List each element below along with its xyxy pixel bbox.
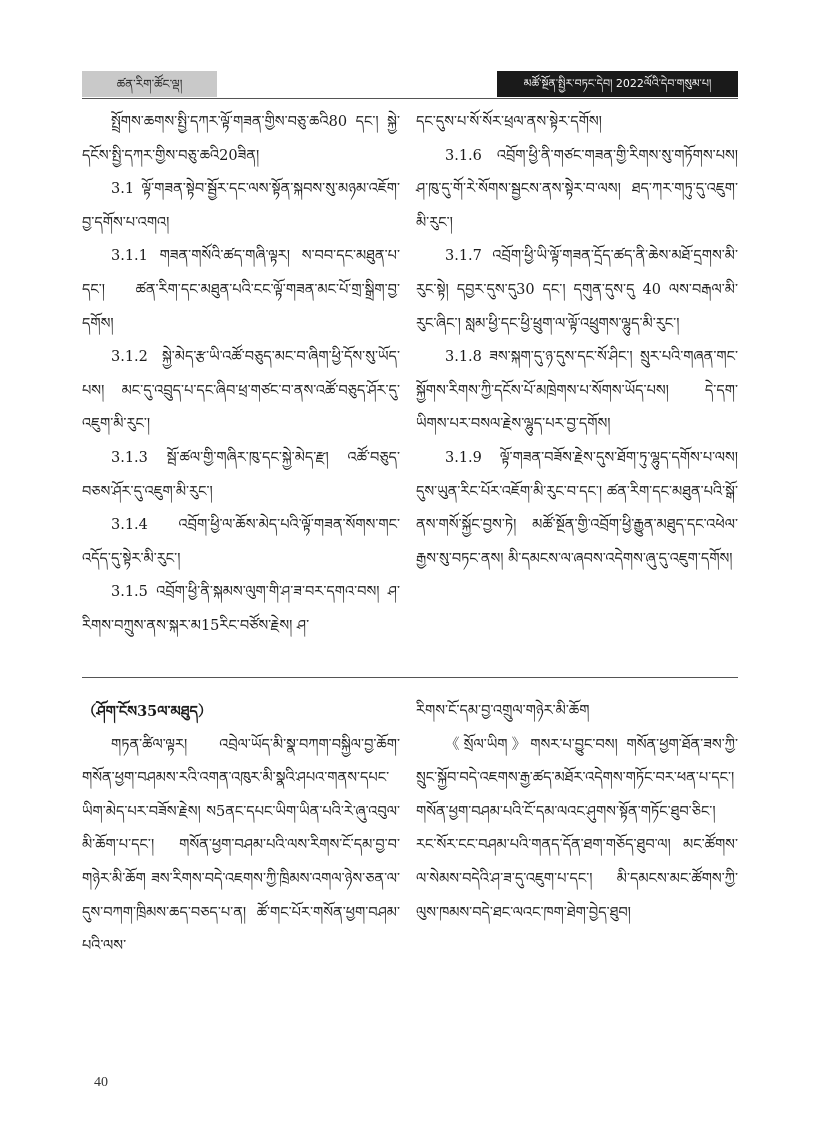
- paragraph: 3.1.7 འབྲོག་ཕྱི་ཡི་ལྟོ་གཟན་དྲོད་ཚད་ནི་ཆེས་མཐོ་དྲགས་མི་རུང་སྟེ། དབྱར་དུས་དུ30 དང་། དགུན་དུས་དུ 40 ལས་བརྒལ་མི་རུང་ཞིང་། སླམ་ཕྱི་དང་ཕྱི་ཕྲུག་ལ་ལྟོ་འཕྲུགས་ལྷུད་མི་རུང་།: [416, 248, 738, 332]
- paragraph: 3.1.1 གཟན་གསོའི་ཚད་གཞི་ལྟར། ས་བབ་དང་མཐུན་པ་དང་། ཚན་རིག་དང་མཐུན་པའི་ངང་ལྟོ་གཟན་མང་པོ་གྲ་སྒྲིག་བྱ་དགོས།: [82, 248, 400, 332]
- paragraph: སྤྲོགས་ཆགས་སྤྱི་དཀར་ལྟོ་གཟན་གྱིས་བཅུ་ཆའི80 དང་། སྐྱེ་དངོས་སྤྱི་དཀར་གྱིས་བཅུ་ཆའི20ཟིན།: [82, 114, 400, 164]
- article-column-right: [416, 106, 738, 576]
- journal-title-banner: མཚོ་སྔོན་སྤྱིར་བཏང་དེབ། 2022ལོའི་དེབ་གསུམ་པ།: [497, 71, 738, 97]
- page-number: 40: [94, 1075, 108, 1090]
- paragraph: 3.1.9 ལྟོ་གཟན་བཟོས་རྗེས་དུས་ཐོག་ཏུ་ལྷུད་དགོས་པ་ལས། དུས་ཡུན་རིང་པོར་འཇོག་མི་རུང་བ་དང་། ཚན་རིག་དང་མཐུན་པའི་སྒོ་ནས་གསོ་སྐྱོང་བྱས་ཏེ། མཚོ་སྔོན་གྱི་འབྲོག་ཕྱི་རྒྱུན་མཐུད་དང་འཕེལ་རྒྱས་སུ་བཏང་ནས། མི་དམངས་ལ་ཞབས་འདེགས་ཞུ་དུ་འཇུག་དགོས།: [416, 449, 738, 567]
- paragraph: 3.1.8 ཟས་སྐག་དུ་ཉ་དུས་དང་སོ་ཤིང་། སྲུར་པའི་གཞན་གང་སྐྱོགས་རིགས་ཀྱི་དངོས་པོ་མཁྲེགས་པ་སོགས་ཡོད་པས། དེ་དག་ཡིགས་པར་བསལ་རྗེས་ལྷུད་པར་བྱ་དགོས།: [416, 349, 738, 433]
- paragraph: རིགས་ངོ་དམ་བྱ་འགྲུལ་གཉེར་མི་ཆོག: [416, 703, 590, 719]
- continued-title: （ཤོག་ངོས35ལ་མཐུད）: [82, 703, 213, 720]
- paragraph: གཏན་ཚིལ་ལྟར། འབྲེལ་ཡོད་མི་སྣ་བཀག་བསྐྱིལ་བྱ་ཆོག་གསོན་ཕྱག་བཤམས་རའི་འགན་འཁུར་མི་སྣའི་ཤཔའ་གནས་དཔང་ཡིག་མེད་པར་བཟོས་རྗེས། ས5ནང་དཔང་ཡིག་ཡིན་པའི་རེ་ཞུ་འབུལ་མི་ཆོག་པ་དང་། གསོན་ཕྱག་བཤམ་པའི་ལས་རིགས་ངོ་དམ་བྱ་བ་གཉེར་མི་ཆོག ཟས་རིགས་བདེ་འཇགས་ཀྱི་ཁྲིམས་འགལ་ཉེས་ཅན་ལ་དུས་བཀག་ཁྲིམས་ཆད་བཅད་པ་ན། ཚོ་གང་པོར་གསོན་ཕྱག་བཤམ་པའི་ལས་: [82, 736, 400, 955]
- paragraph: དང་དུས་པ་སོ་སོར་ཕྲལ་ནས་སྟེར་དགོས།: [416, 114, 602, 130]
- continued-column-right: [416, 695, 738, 930]
- paragraph: 3.1.2 སྐྱེ་མེད་རྩ་ཡི་འཚོ་བཅུད་མང་བ་ཞིག་ཕྱི་དོས་སུ་ཡོད་པས། མང་དུ་འབྲུད་པ་དང་ཞིབ་ཕྲ་གཙང་བ་ནས་འཚོ་བཅུད་ཤོར་དུ་འཇུག་མི་རུང་།: [82, 349, 400, 433]
- continued-column-left: [82, 695, 400, 964]
- section-divider: [82, 677, 738, 678]
- paragraph: 3.1.3 སྦོ་ཚལ་གྱི་གཞིར་ཁུ་དང་སྐྱེ་མེད་རྫ། འཚོ་བཅུད་བཅས་ཤོར་དུ་འཇུག་མི་རུང་།: [82, 449, 400, 500]
- paragraph: 3.1.6 འབྲོག་ཕྱི་ནི་གཙང་གཟན་གྱི་རིགས་སུ་གཏོགས་པས། ཤ་ཁུ་དུ་གོ་རེ་སོགས་སྦྱངས་ནས་སྟེར་བ་ལས། ཐད་ཀར་གཏུ་དུ་འཇུག་མི་རུང་།: [416, 147, 738, 231]
- paragraph: 3.1 ལྟོ་གཟན་སྟེབ་སྦྱོར་དང་ལས་སྟོན་སྐབས་སུ་མཉམ་འཇོག་བྱ་དགོས་པ་འགའ།: [82, 181, 400, 231]
- article-column-left: [82, 106, 400, 644]
- header-divider: [82, 98, 738, 99]
- paragraph: 3.1.5 འབྲོག་ཕྱི་ནི་སྐམས་ལུག་གི་ཤ་ཟ་བར་དགའ་བས། ཤ་རིགས་བཀྲུས་ནས་སྐར་མ15རིང་བཙོས་རྗེས། ཤ་: [82, 584, 400, 634]
- paragraph: 《སྲོལ་ཡིག》གསར་པ་བྱུང་བས། གསོན་ཕྱག་ཐོན་ཟས་ཀྱི་སྲུང་སྐྱོབ་བདེ་འཇགས་རྒྱ་ཚད་མཐོར་འདེགས་གཏོང་བར་ཕན་པ་དང་། གསོན་ཕྱག་བཤམ་པའི་ངོ་དམ་ལའང་ཤུགས་སྟོན་གཏོང་ཐུབ་ཅིང་། རང་སོར་ངང་བཤམ་པའི་གནད་དོན་ཐག་གཅོད་ཐུབ་ལ། མང་ཚོགས་ལ་སེམས་བདེའི་ཤ་ཟ་དུ་འཇུག་པ་དང་། མི་དམངས་མང་ཚོགས་ཀྱི་ལུས་ཁམས་བདེ་ཐང་ལའང་ཁག་ཐེག་བྱེད་ཐུབ།: [416, 736, 738, 921]
- section-label: ཚན་རིག་ཚོང་ལྡ།: [82, 71, 217, 97]
- paragraph: 3.1.4 འབྲོག་ཕྱི་ལ་ཆོས་མེད་པའི་ལྟོ་གཟན་སོགས་གང་འདོད་དུ་སྟེར་མི་རུང་།: [82, 517, 400, 567]
